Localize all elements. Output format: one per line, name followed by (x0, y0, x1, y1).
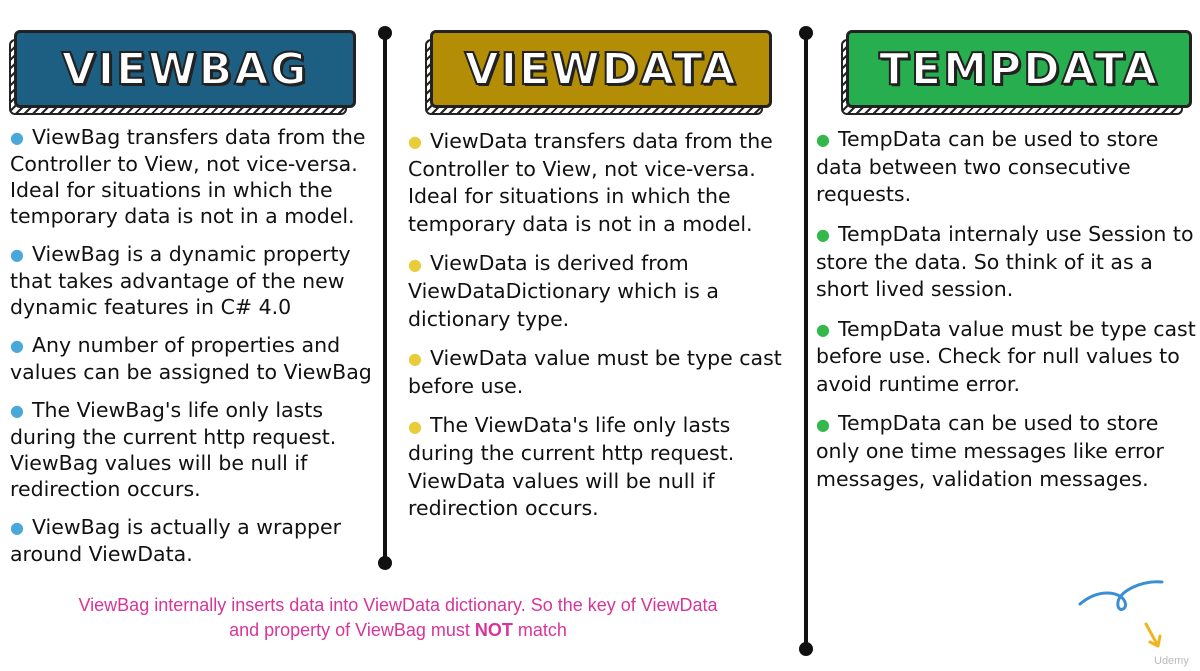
bullet-icon: ● (816, 225, 830, 244)
bullet-icon: ● (816, 319, 830, 339)
list-item: ● TempData internaly use Session to store the data. So think of it as a short lived session. (816, 221, 1194, 301)
column-divider-right (804, 28, 808, 654)
tempdata-title: TEMPDATA (879, 43, 1159, 95)
viewdata-column (408, 128, 798, 535)
list-item: ● TempData can be used to store only one time messages like error messages, validation messages. (816, 411, 1164, 491)
viewbag-title: VIEWBAG (61, 43, 309, 95)
bullet-icon: ● (10, 245, 24, 264)
bullet-icon: ● (10, 336, 24, 355)
list-item: ● TempData value must be type cast before use. Check for null values to avoid runtime error. (816, 316, 1196, 396)
list-item: ● Any number of properties and values can be assigned to ViewBag (10, 333, 372, 384)
list-item: ● TempData can be used to store data between two consecutive requests. (816, 127, 1159, 207)
bullet-icon: ● (10, 128, 24, 147)
list-item: ● ViewData is derived from ViewDataDictionary which is a dictionary type. (408, 251, 719, 331)
footnote-line-2: and property of ViewBag must NOT match (229, 620, 567, 640)
viewdata-title: VIEWDATA (464, 43, 738, 95)
list-item: ● ViewData value must be type cast before use. (408, 346, 782, 398)
tempdata-header (846, 30, 1192, 108)
viewdata-header (430, 30, 772, 108)
list-item: ● ViewBag is a dynamic property that takes advantage of the new dynamic features in C# 4.0 (10, 242, 351, 319)
bullet-icon: ● (10, 401, 24, 420)
bullet-icon: ● (408, 132, 422, 152)
bullet-icon: ● (816, 414, 830, 434)
watermark-logo: Udemy (1154, 655, 1189, 667)
squiggle-arrow-icon (1074, 574, 1174, 654)
footnote-line-1: ViewBag internally inserts data into ViewData dictionary. So the key of ViewData (78, 595, 718, 615)
tempdata-column (816, 126, 1196, 505)
list-item: ● The ViewData's life only lasts during the current http request. ViewData values will be null if redirection occurs. (408, 413, 735, 520)
bullet-icon: ● (10, 518, 24, 537)
list-item: ● The ViewBag's life only lasts during the current http request. ViewBag values will be null if redirection occurs. (10, 398, 337, 501)
footnote (28, 593, 768, 643)
viewbag-header (14, 30, 356, 108)
list-item: ● ViewBag is actually a wrapper around ViewData. (10, 515, 342, 566)
bullet-icon: ● (408, 416, 422, 436)
list-item: ● ViewBag transfers data from the Controller to View, not vice-versa. Ideal for situations in which the temporary data is not in a model. (10, 125, 366, 228)
bullet-icon: ● (408, 254, 422, 274)
viewbag-column (10, 124, 380, 579)
list-item: ● ViewData transfers data from the Controller to View, not vice-versa. Ideal for situations in which the temporary data is not in a model. (408, 129, 773, 236)
bullet-icon: ● (816, 130, 830, 150)
bullet-icon: ● (408, 349, 422, 369)
column-divider-left (383, 28, 387, 568)
